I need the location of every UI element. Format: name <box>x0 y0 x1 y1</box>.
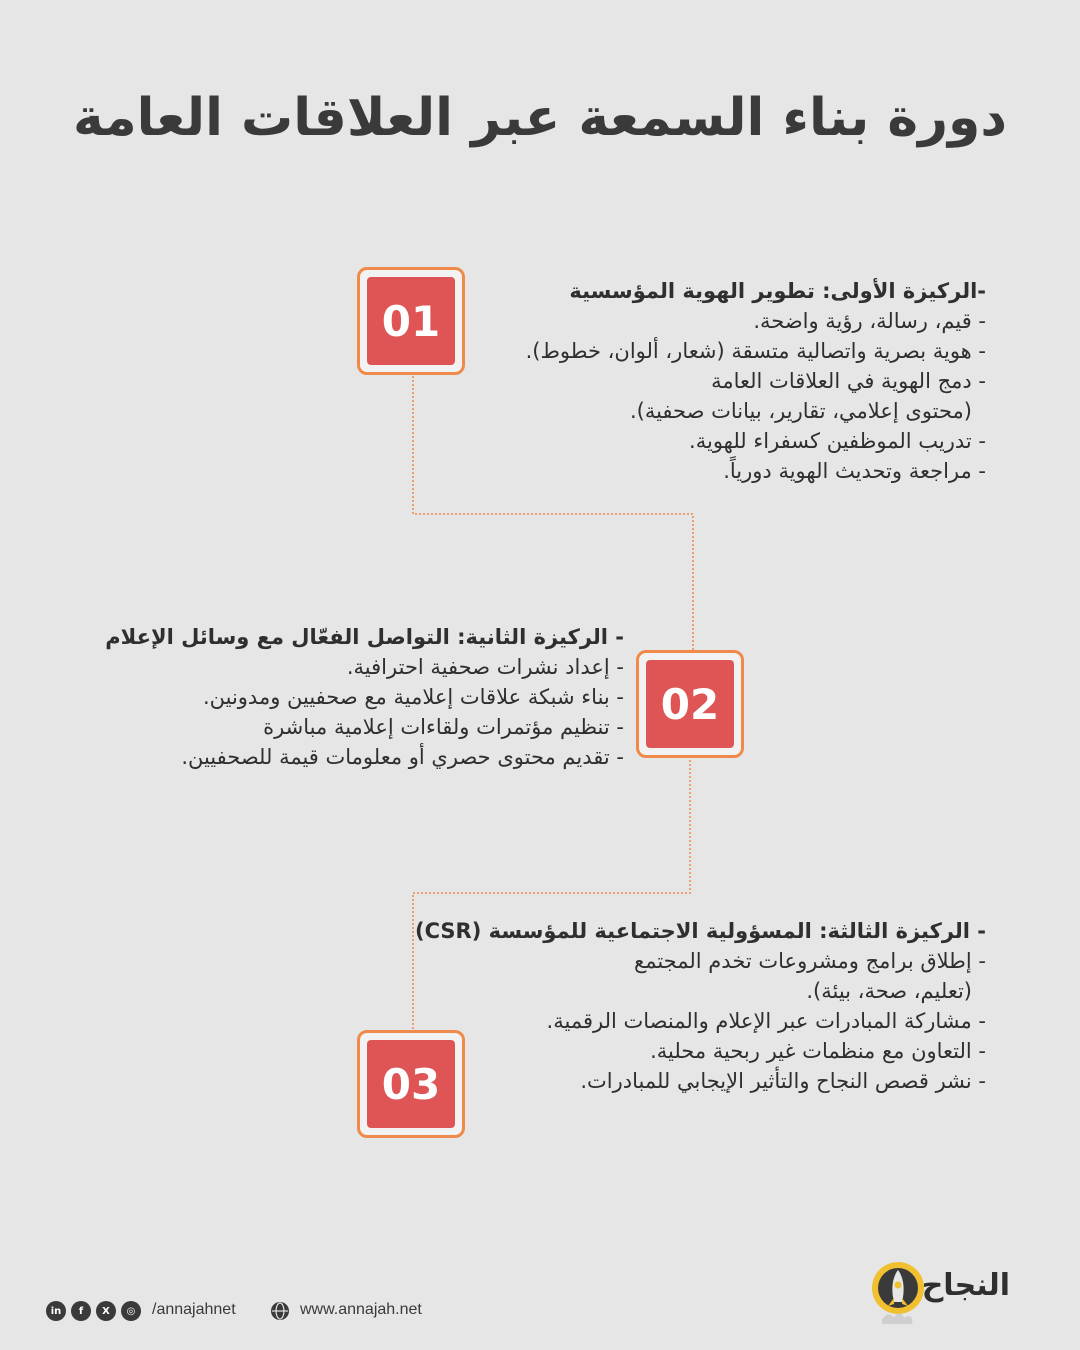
social-links <box>46 1298 141 1324</box>
page-title: دورة بناء السمعة عبر العلاقات العامة <box>72 88 1008 148</box>
website-link[interactable]: www.annajah.net <box>300 1301 422 1318</box>
pillar-2-heading: - الركيزة الثانية: التواصل الفعّال مع وسائل الإعلام <box>105 625 624 649</box>
pillar-2-text <box>105 622 624 772</box>
pillar-1-line: - دمج الهوية في العلاقات العامة <box>711 369 986 393</box>
pillar-3-heading: - الركيزة الثالثة: المسؤولية الاجتماعية للمؤسسة (CSR) <box>415 919 986 943</box>
x-twitter-icon[interactable]: X <box>96 1301 116 1321</box>
pillar-1-line: - هوية بصرية واتصالية متسقة (شعار، ألوان، خطوط). <box>525 339 986 363</box>
globe-icon <box>270 1301 290 1321</box>
logo-text: النجاح <box>921 1268 1010 1303</box>
pillar-1-text <box>526 276 986 486</box>
pillar-1-line: - تدريب الموظفين كسفراء للهوية. <box>689 429 986 453</box>
pillar-2-line: - تقديم محتوى حصري أو معلومات قيمة للصحفيين. <box>181 745 624 769</box>
pillar-2-line: - إعداد نشرات صحفية احترافية. <box>346 655 624 679</box>
pillar-1-heading: -الركيزة الأولى: تطوير الهوية المؤسسية <box>569 279 986 303</box>
step-number-1: 01 <box>367 277 455 365</box>
pillar-2-line: - تنظيم مؤتمرات ولقاءات إعلامية مباشرة <box>263 715 624 739</box>
pillar-3-text <box>415 916 986 1096</box>
step-number-3: 03 <box>367 1040 455 1128</box>
pillar-3-line: - التعاون مع منظمات غير ربحية محلية. <box>650 1039 986 1063</box>
pillar-3-line: - إطلاق برامج ومشروعات تخدم المجتمع <box>634 949 986 973</box>
pillar-1-line: - مراجعة وتحديث الهوية دورياً. <box>723 459 986 483</box>
social-handle[interactable]: /annajahnet <box>152 1301 236 1318</box>
facebook-icon[interactable]: f <box>71 1301 91 1321</box>
pillar-1-line: (محتوى إعلامي، تقارير، بيانات صحفية). <box>629 399 972 423</box>
pillar-1-line: - قيم، رسالة، رؤية واضحة. <box>753 309 986 333</box>
pillar-2-line: - بناء شبكة علاقات إعلامية مع صحفيين ومدونين. <box>202 685 624 709</box>
linkedin-icon[interactable]: in <box>46 1301 66 1321</box>
step-number-2: 02 <box>646 660 734 748</box>
pillar-3-line: (تعليم، صحة، بيئة). <box>806 979 972 1003</box>
pillar-3-line: - نشر قصص النجاح والتأثير الإيجابي للمبادرات. <box>580 1069 986 1093</box>
step-badge-1 <box>357 267 465 375</box>
pillar-3-line: - مشاركة المبادرات عبر الإعلام والمنصات الرقمية. <box>546 1009 986 1033</box>
step-badge-2 <box>636 650 744 758</box>
instagram-icon[interactable]: ◎ <box>121 1301 141 1321</box>
